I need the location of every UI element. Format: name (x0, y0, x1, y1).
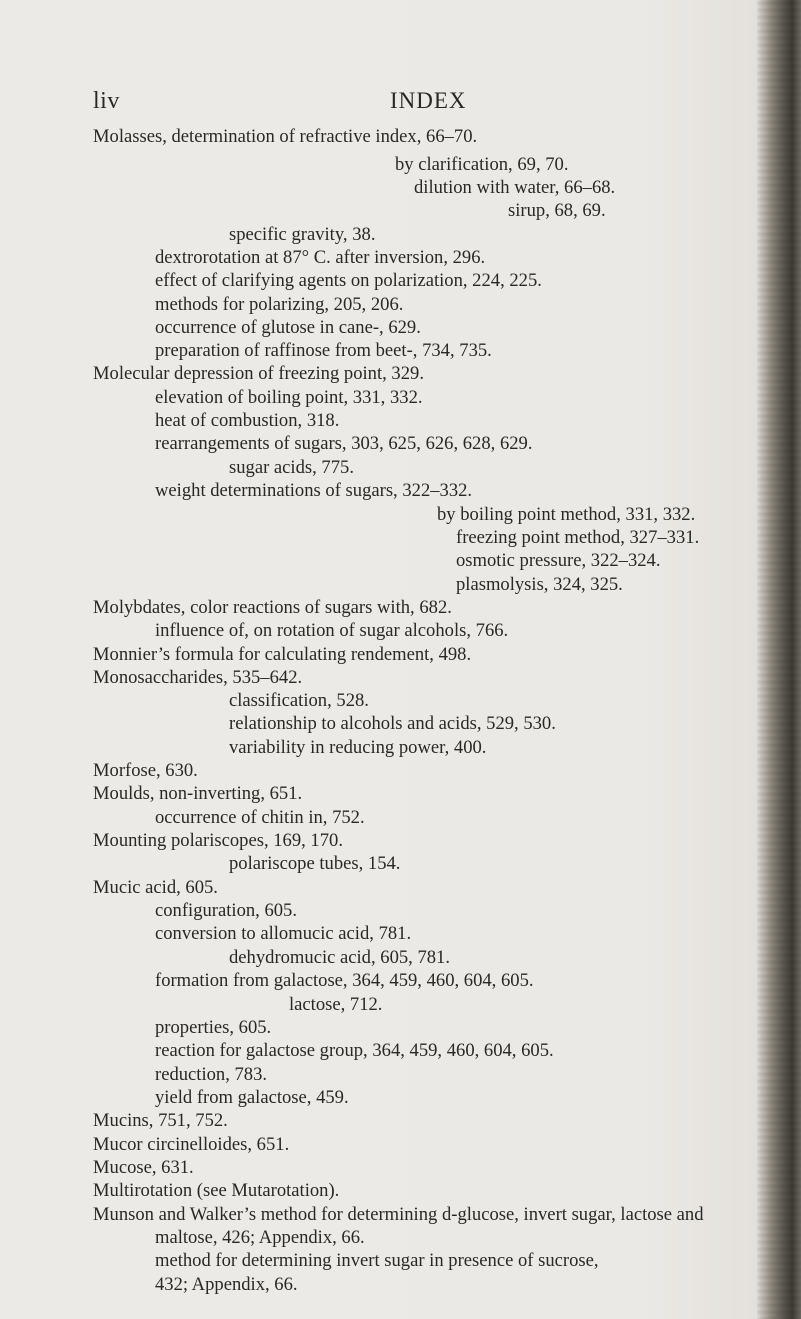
index-subentry: properties, 605. (155, 1017, 272, 1038)
index-entry: Morfose, 630. (93, 760, 198, 781)
index-entry: Molecular depression of freezing point, 329. (93, 363, 424, 384)
index-entry: Mounting polariscopes, 169, 170. (93, 830, 343, 851)
index-subentry: polariscope tubes, 154. (229, 853, 401, 874)
index-subentry: maltose, 426; Appendix, 66. (155, 1227, 365, 1248)
index-subentry: plasmolysis, 324, 325. (456, 574, 623, 595)
index-subentry: specific gravity, 38. (229, 224, 376, 245)
index-subentry: method for determining invert sugar in presence of sucrose, (155, 1250, 599, 1271)
index-entry: Multirotation (see Mutarotation). (93, 1180, 340, 1201)
index-entry: Munson and Walker’s method for determining d-glucose, invert sugar, lactose and (93, 1204, 704, 1225)
index-subentry: lactose, 712. (289, 994, 383, 1015)
index-entry: Molybdates, color reactions of sugars with, 682. (93, 597, 452, 618)
index-subentry: heat of combustion, 318. (155, 410, 340, 431)
index-subentry: sirup, 68, 69. (508, 200, 606, 221)
index-subentry: classification, 528. (229, 690, 369, 711)
index-subentry: conversion to allomucic acid, 781. (155, 923, 412, 944)
index-subentry: configuration, 605. (155, 900, 298, 921)
index-subentry: reduction, 783. (155, 1064, 268, 1085)
index-subentry: formation from galactose, 364, 459, 460, 604, 605. (155, 970, 534, 991)
index-entry: Moulds, non-inverting, 651. (93, 783, 303, 804)
index-subentry: sugar acids, 775. (229, 457, 354, 478)
index-entry: Mucic acid, 605. (93, 877, 218, 898)
index-subentry: freezing point method, 327–331. (456, 527, 700, 548)
index-subentry: influence of, on rotation of sugar alcohols, 766. (155, 620, 509, 641)
index-subentry: variability in reducing power, 400. (229, 737, 487, 758)
index-entry: Mucins, 751, 752. (93, 1110, 228, 1131)
index-subentry: occurrence of glutose in cane-, 629. (155, 317, 421, 338)
index-subentry: weight determinations of sugars, 322–332. (155, 480, 473, 501)
index-subentry: methods for polarizing, 205, 206. (155, 294, 404, 315)
index-subentry: relationship to alcohols and acids, 529, 530. (229, 713, 556, 734)
index-subentry: dilution with water, 66–68. (414, 177, 616, 198)
page-edge-shadow (757, 0, 801, 1319)
page-number: liv (93, 88, 120, 114)
index-subentry: effect of clarifying agents on polarization, 224, 225. (155, 270, 542, 291)
index-subentry: osmotic pressure, 322–324. (456, 550, 661, 571)
index-subentry: 432; Appendix, 66. (155, 1274, 298, 1295)
index-subentry: occurrence of chitin in, 752. (155, 807, 365, 828)
index-subentry: preparation of raffinose from beet-, 734, 735. (155, 340, 492, 361)
index-entry: Monosaccharides, 535–642. (93, 667, 303, 688)
index-subentry: elevation of boiling point, 331, 332. (155, 387, 423, 408)
index-entry: Mucor circinelloides, 651. (93, 1134, 290, 1155)
index-subentry: reaction for galactose group, 364, 459, 460, 604, 605. (155, 1040, 554, 1061)
index-subentry: by clarification, 69, 70. (395, 154, 569, 175)
index-subentry: by boiling point method, 331, 332. (437, 504, 696, 525)
index-subentry: dextrorotation at 87° C. after inversion, 296. (155, 247, 486, 268)
index-entry: Mucose, 631. (93, 1157, 194, 1178)
page-title: INDEX (390, 88, 467, 113)
index-entry: Molasses, determination of refractive index, 66–70. (93, 126, 478, 147)
index-subentry: rearrangements of sugars, 303, 625, 626, 628, 629. (155, 433, 533, 454)
running-head (93, 88, 733, 120)
index-entry: Monnier’s formula for calculating rendement, 498. (93, 644, 472, 665)
index-subentry: yield from galactose, 459. (155, 1087, 349, 1108)
index-subentry: dehydromucic acid, 605, 781. (229, 947, 451, 968)
